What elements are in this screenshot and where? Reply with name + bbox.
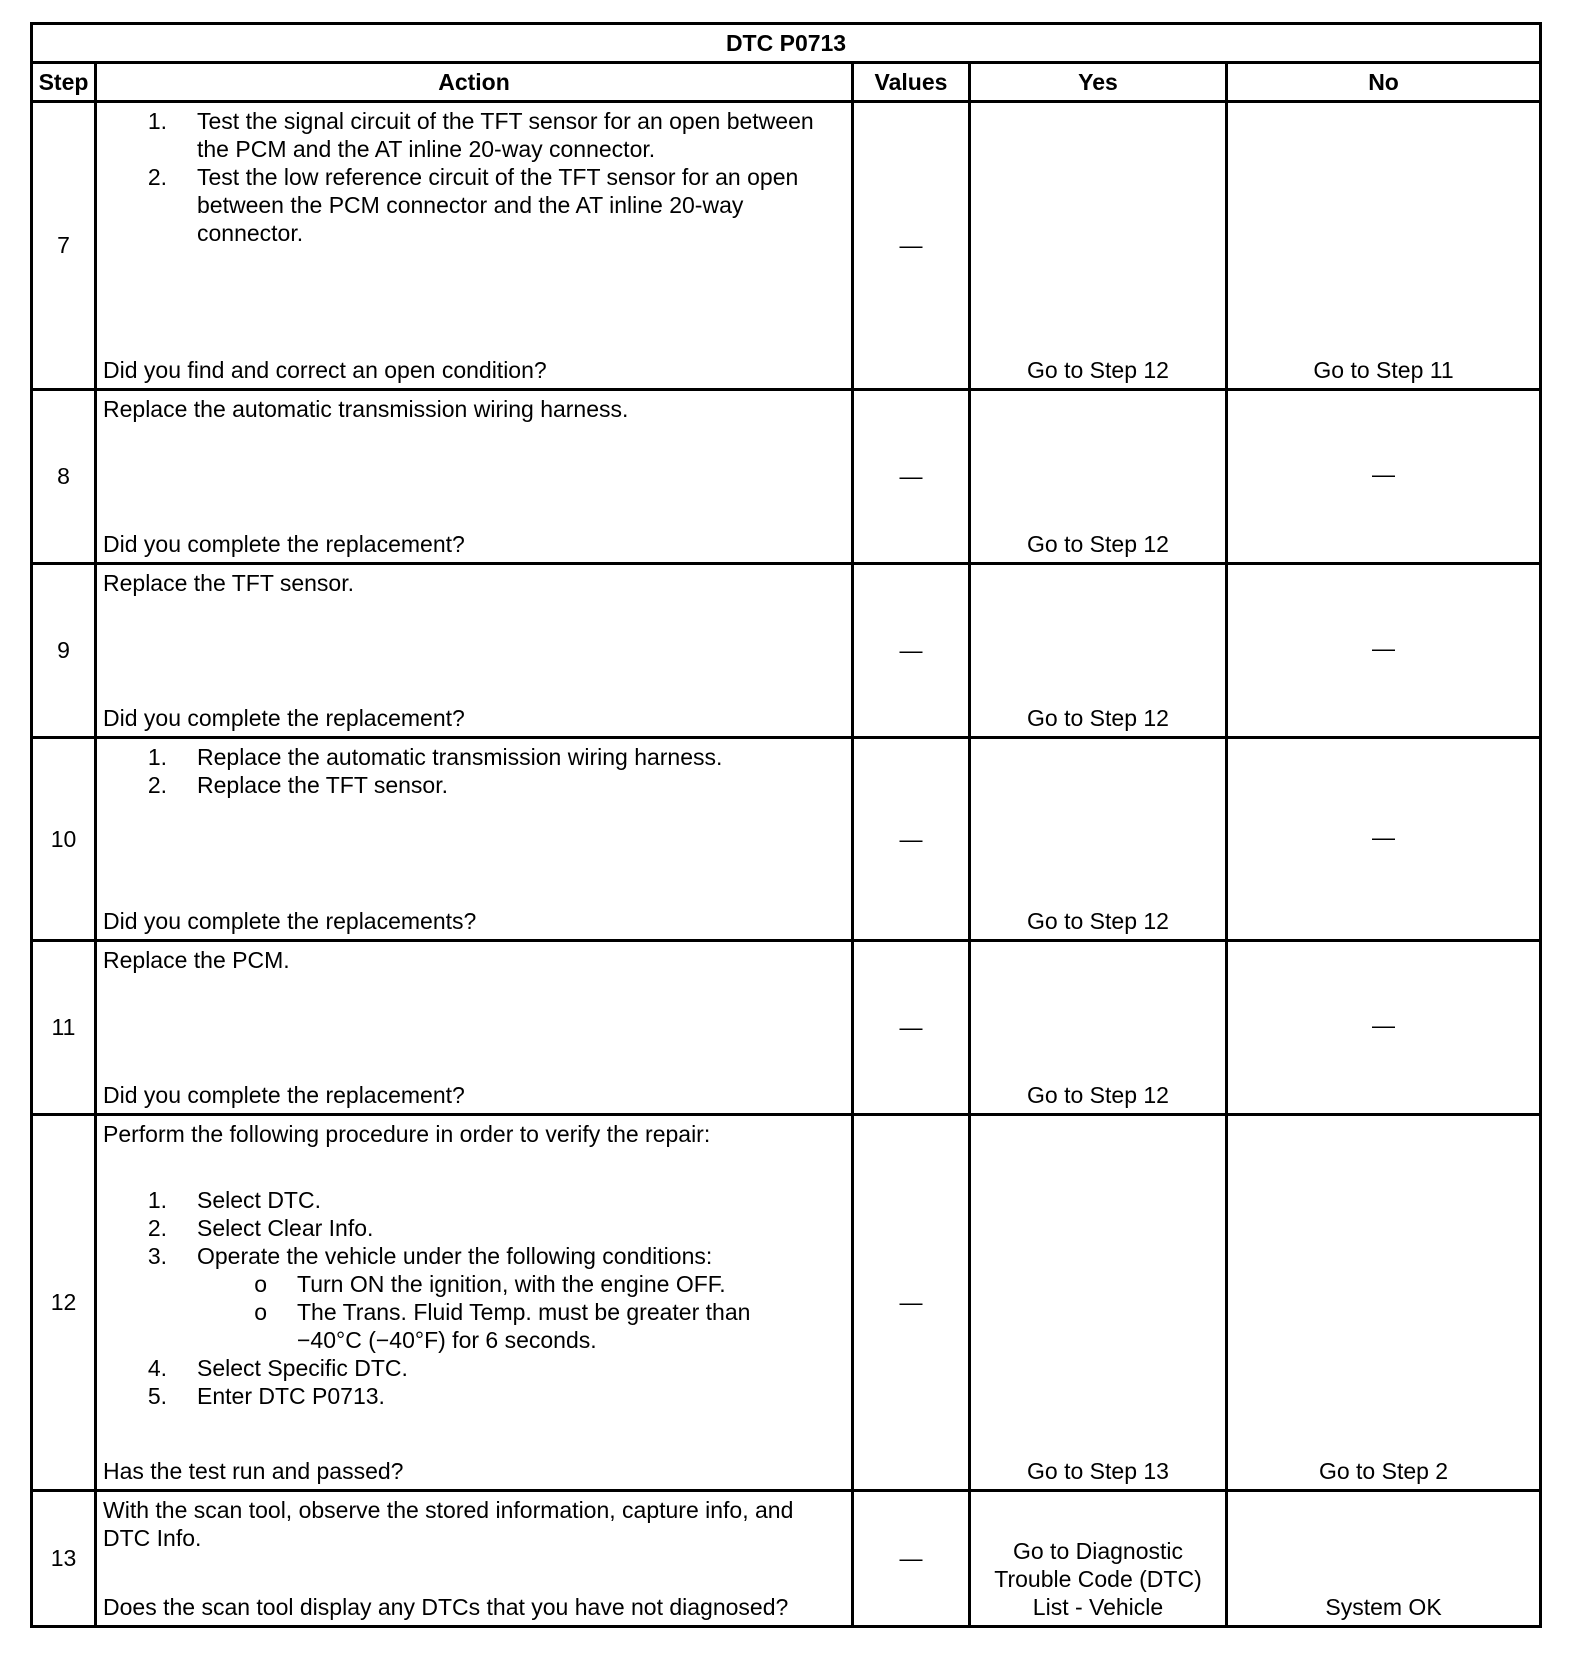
action-text: With the scan tool, observe the stored information, capture info, and DTC Info.: [103, 1497, 794, 1551]
sub-list: [103, 1270, 845, 1354]
values-cell: —: [853, 390, 970, 564]
no-cell: —: [1227, 564, 1541, 738]
action-cell: [96, 564, 853, 738]
header-action: Action: [96, 63, 853, 102]
header-yes: Yes: [970, 63, 1227, 102]
step-number: 10: [32, 738, 96, 941]
dtc-table-page: [30, 22, 1539, 1628]
action-cell: [96, 738, 853, 941]
header-step: Step: [32, 63, 96, 102]
yes-link-text: Go to Diagnostic Trouble Code (DTC) List - Vehicle: [994, 1538, 1202, 1620]
action-cell: [96, 1491, 853, 1627]
action-cell: [96, 102, 853, 390]
list-item: 2. Test the low reference circuit of the TFT sensor for an open between the PCM connector and the AT inline 20-way connector.: [147, 164, 799, 246]
action-list: [103, 743, 845, 799]
question-text: Did you complete the replacement?: [103, 531, 465, 557]
action-text: Replace the TFT sensor.: [103, 570, 355, 596]
list-item: 1. Select DTC.: [147, 1187, 321, 1213]
no-cell: —: [1227, 738, 1541, 941]
table-row: [32, 941, 1541, 1115]
step-number: 11: [32, 941, 96, 1115]
list-item: 3. Operate the vehicle under the following conditions:: [147, 1243, 713, 1269]
yes-cell: Go to Step 12: [970, 941, 1227, 1115]
yes-cell: Go to Step 12: [970, 390, 1227, 564]
table-title: DTC P0713: [32, 24, 1541, 63]
action-text: Replace the PCM.: [103, 947, 290, 973]
values-cell: —: [853, 564, 970, 738]
table-row: [32, 390, 1541, 564]
dtc-table: [30, 22, 1542, 1628]
values-cell: —: [853, 102, 970, 390]
values-cell: —: [853, 1491, 970, 1627]
no-cell: —: [1227, 941, 1541, 1115]
values-cell: —: [853, 738, 970, 941]
action-text: Perform the following procedure in order to verify the repair:: [103, 1121, 711, 1147]
table-row: [32, 102, 1541, 390]
table-row: [32, 738, 1541, 941]
step-number: 7: [32, 102, 96, 390]
list-item: 2. Replace the TFT sensor.: [147, 772, 449, 798]
no-cell: Go to Step 2: [1227, 1115, 1541, 1491]
action-cell: [96, 941, 853, 1115]
list-item: 1. Test the signal circuit of the TFT sensor for an open between the PCM and the AT inline 20-way connector.: [147, 108, 814, 162]
list-item: 5. Enter DTC P0713.: [147, 1383, 385, 1409]
no-cell: Go to Step 11: [1227, 102, 1541, 390]
list-item: 4. Select Specific DTC.: [147, 1355, 408, 1381]
table-row: [32, 1491, 1541, 1627]
step-number: 13: [32, 1491, 96, 1627]
yes-cell: [970, 1491, 1227, 1627]
step-number: 9: [32, 564, 96, 738]
question-text: Does the scan tool display any DTCs that you have not diagnosed?: [103, 1594, 789, 1620]
question-text: Did you find and correct an open condition?: [103, 357, 547, 383]
action-cell: [96, 390, 853, 564]
header-no: No: [1227, 63, 1541, 102]
values-cell: —: [853, 941, 970, 1115]
step-number: 12: [32, 1115, 96, 1491]
sub-list-item: o Turn ON the ignition, with the engine OFF.: [254, 1271, 726, 1297]
action-list: [103, 1354, 845, 1410]
list-item: 2. Select Clear Info.: [147, 1215, 374, 1241]
header-row: [32, 63, 1541, 102]
header-values: Values: [853, 63, 970, 102]
action-text: Replace the automatic transmission wiring harness.: [103, 396, 629, 422]
action-cell: [96, 1115, 853, 1491]
step-number: 8: [32, 390, 96, 564]
question-text: Did you complete the replacement?: [103, 1082, 465, 1108]
question-text: Did you complete the replacements?: [103, 908, 477, 934]
table-row: [32, 1115, 1541, 1491]
values-cell: —: [853, 1115, 970, 1491]
table-row: [32, 564, 1541, 738]
question-text: Has the test run and passed?: [103, 1458, 404, 1484]
yes-cell: Go to Step 13: [970, 1115, 1227, 1491]
no-cell: System OK: [1227, 1491, 1541, 1627]
yes-cell: Go to Step 12: [970, 102, 1227, 390]
sub-list-item: o The Trans. Fluid Temp. must be greater than −40°C (−40°F) for 6 seconds.: [254, 1299, 751, 1353]
question-text: Did you complete the replacement?: [103, 705, 465, 731]
action-list: [103, 1186, 845, 1270]
action-list: [103, 107, 845, 247]
no-cell: —: [1227, 390, 1541, 564]
yes-cell: Go to Step 12: [970, 564, 1227, 738]
list-item: 1. Replace the automatic transmission wiring harness.: [147, 744, 723, 770]
yes-cell: Go to Step 12: [970, 738, 1227, 941]
